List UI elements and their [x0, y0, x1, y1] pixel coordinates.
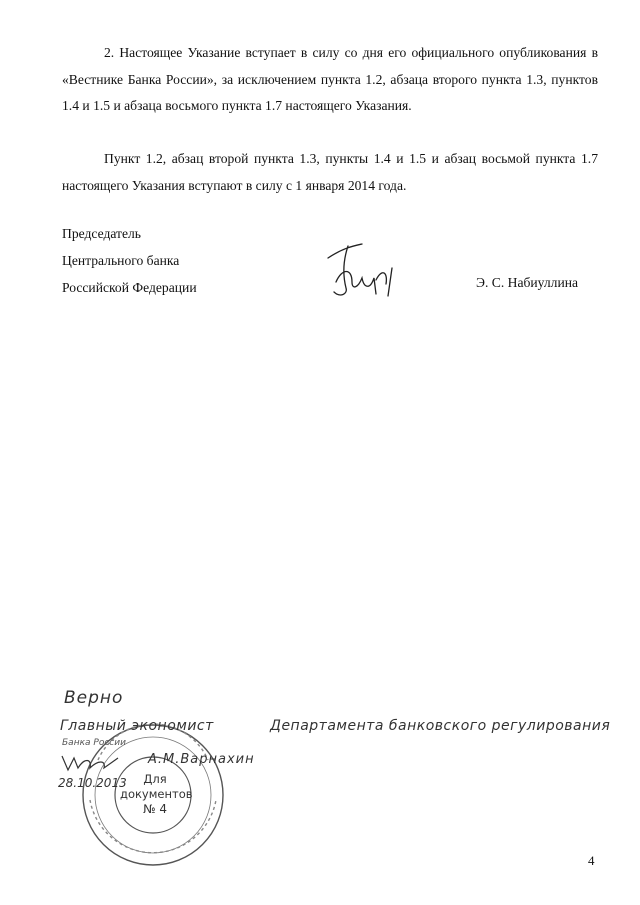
certifier-signature [58, 752, 138, 774]
certification-date: 28.10.2013 [58, 776, 127, 790]
certification-department: Департамента банковского регулирования [270, 718, 611, 734]
stamp-line-2: документов [120, 787, 193, 801]
paragraph-effective-date: 2. Настоящее Указание вступает в силу со дня его официального опубликования в «Вестнике Банка России», за исключением пункта 1.2, абзаца второго пункта 1.3, пунктов 1.4 и 1.5 и абзаца восьмого пункта 1.7 настоящего Указания. [62, 45, 598, 113]
paragraph-exceptions: Пункт 1.2, абзац второй пункта 1.3, пункты 1.4 и 1.5 и абзац восьмой пункта 1.7 настоящего Указания вступают в силу с 1 января 2014 года. [62, 151, 598, 193]
certification-bank: Банка России [62, 738, 126, 748]
handwritten-signature [318, 238, 408, 303]
signatory-title [62, 220, 197, 301]
stamp-line-1: Для [143, 772, 167, 786]
page-number: 4 [588, 853, 595, 868]
stamp-line-3: № 4 [143, 802, 167, 816]
signatory-line-1: Председатель [62, 226, 141, 241]
signatory-line-3: Российской Федерации [62, 280, 197, 295]
certification-title: Главный экономист [60, 718, 214, 734]
certifier-name: А.М.Варнахин [148, 752, 255, 767]
certification-label: Верно [64, 688, 124, 708]
signatory-name: Э. С. Набиуллина [476, 275, 579, 290]
signatory-line-2: Центрального банка [62, 253, 180, 268]
